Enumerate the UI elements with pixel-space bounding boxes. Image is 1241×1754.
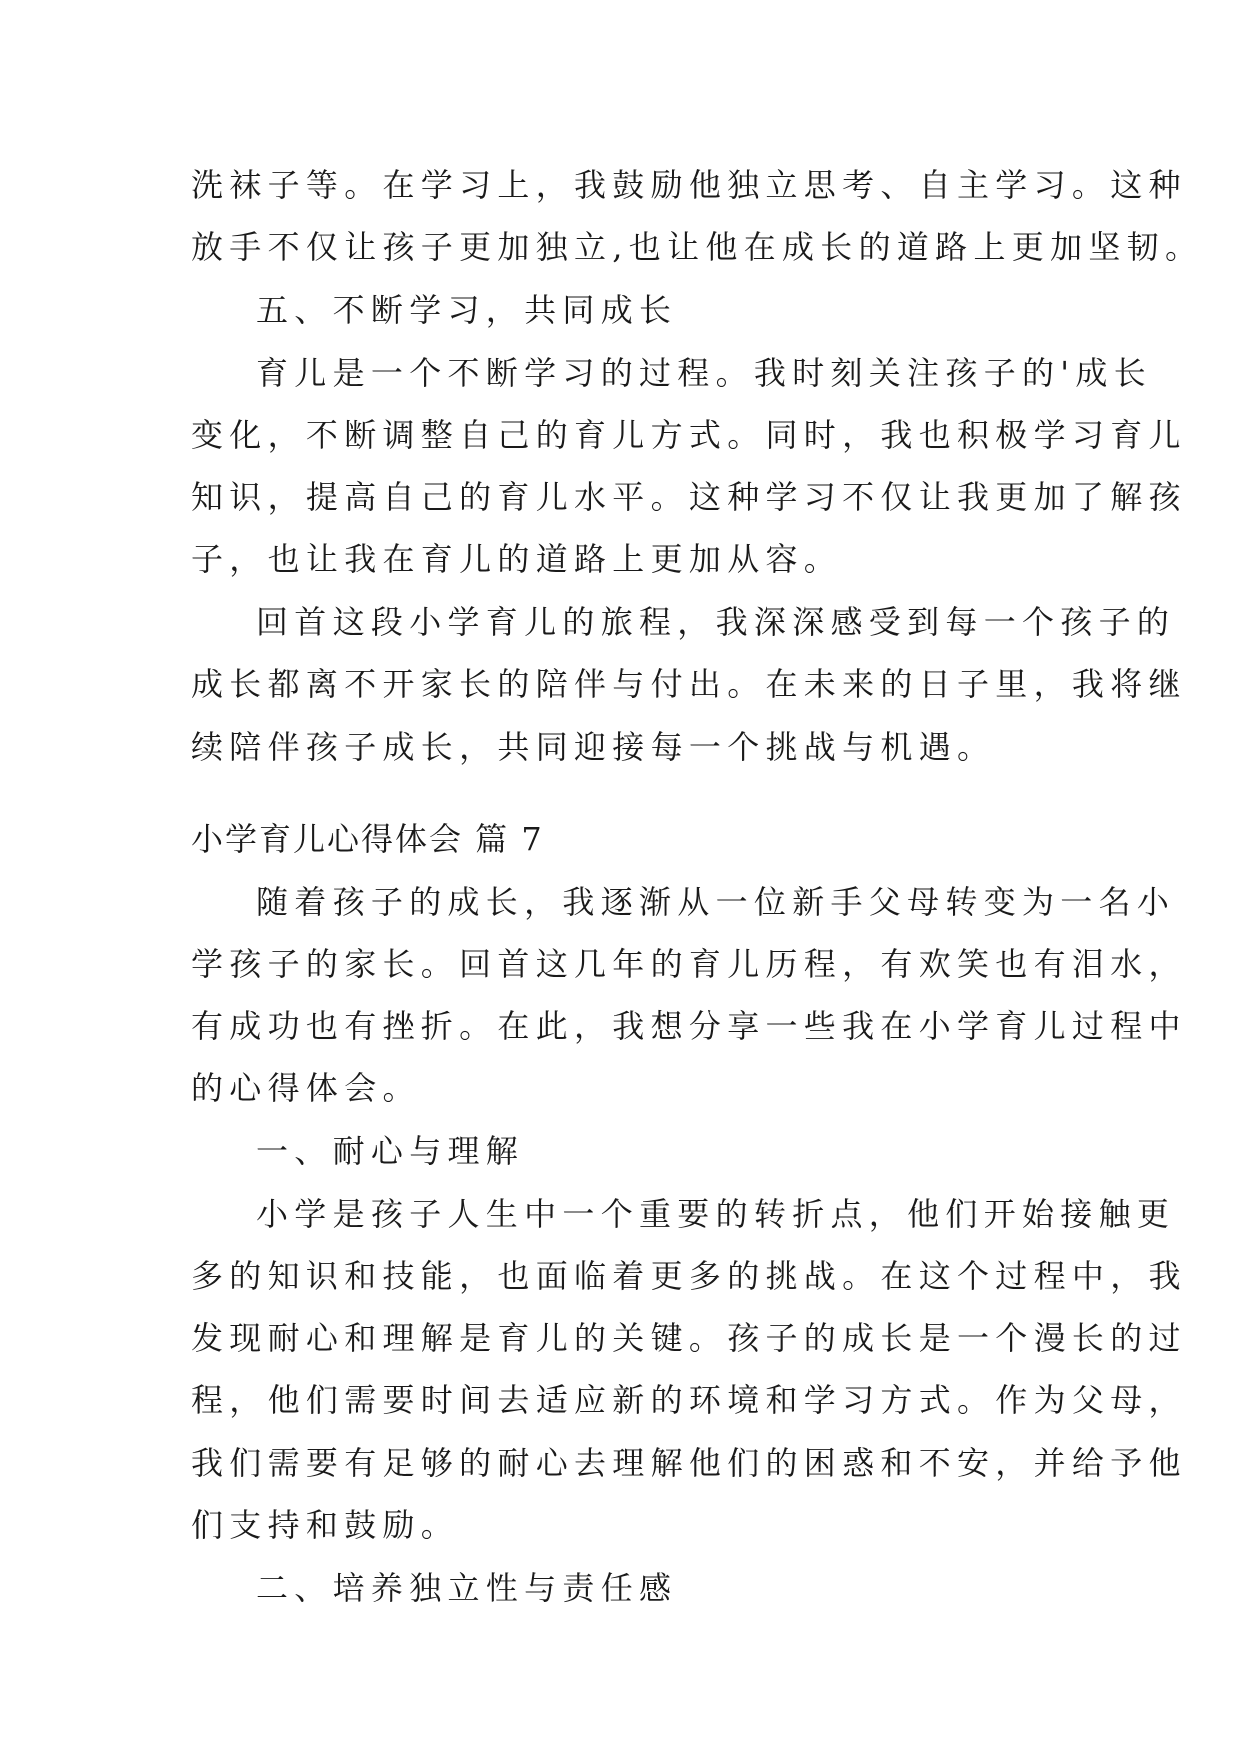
paragraph-line: 们支持和鼓励。 — [191, 1506, 460, 1544]
paragraph-line: 续陪伴孩子成长，共同迎接每一个挑战与机遇。 — [191, 728, 996, 766]
paragraph-line: 学孩子的家长。回首这几年的育儿历程，有欢笑也有泪水， — [191, 945, 1187, 983]
paragraph-line: 多的知识和技能，也面临着更多的挑战。在这个过程中，我 — [191, 1257, 1187, 1295]
section-heading: 一、耐心与理解 — [256, 1132, 525, 1170]
article-title: 小学育儿心得体会 篇 7 — [191, 820, 544, 858]
paragraph-line: 程，他们需要时间去适应新的环境和学习方式。作为父母， — [191, 1381, 1187, 1419]
paragraph-line: 放手不仅让孩子更加独立,也让他在成长的道路上更加坚韧。 — [191, 228, 1204, 266]
paragraph-line: 发现耐心和理解是育儿的关键。孩子的成长是一个漫长的过 — [191, 1319, 1187, 1357]
paragraph-line: 知识，提高自己的育儿水平。这种学习不仅让我更加了解孩 — [191, 478, 1187, 516]
paragraph-line: 随着孩子的成长，我逐渐从一位新手父母转变为一名小 — [256, 883, 1176, 921]
paragraph-line: 我们需要有足够的耐心去理解他们的困惑和不安，并给予他 — [191, 1444, 1187, 1482]
paragraph-line: 育儿是一个不断学习的过程。我时刻关注孩子的'成长 — [256, 354, 1152, 392]
paragraph-line: 有成功也有挫折。在此，我想分享一些我在小学育儿过程中 — [191, 1007, 1187, 1045]
section-heading: 二、培养独立性与责任感 — [256, 1569, 678, 1607]
paragraph-line: 回首这段小学育儿的旅程，我深深感受到每一个孩子的 — [256, 603, 1176, 641]
paragraph-line: 子，也让我在育儿的道路上更加从容。 — [191, 540, 843, 578]
paragraph-line: 洗袜子等。在学习上，我鼓励他独立思考、自主学习。这种 — [191, 166, 1187, 204]
paragraph-line: 小学是孩子人生中一个重要的转折点，他们开始接触更 — [256, 1195, 1176, 1233]
paragraph-line: 的心得体会。 — [191, 1069, 421, 1107]
paragraph-line: 成长都离不开家长的陪伴与付出。在未来的日子里，我将继 — [191, 665, 1187, 703]
section-heading: 五、不断学习，共同成长 — [256, 291, 678, 329]
paragraph-line: 变化，不断调整自己的育儿方式。同时，我也积极学习育儿 — [191, 416, 1187, 454]
